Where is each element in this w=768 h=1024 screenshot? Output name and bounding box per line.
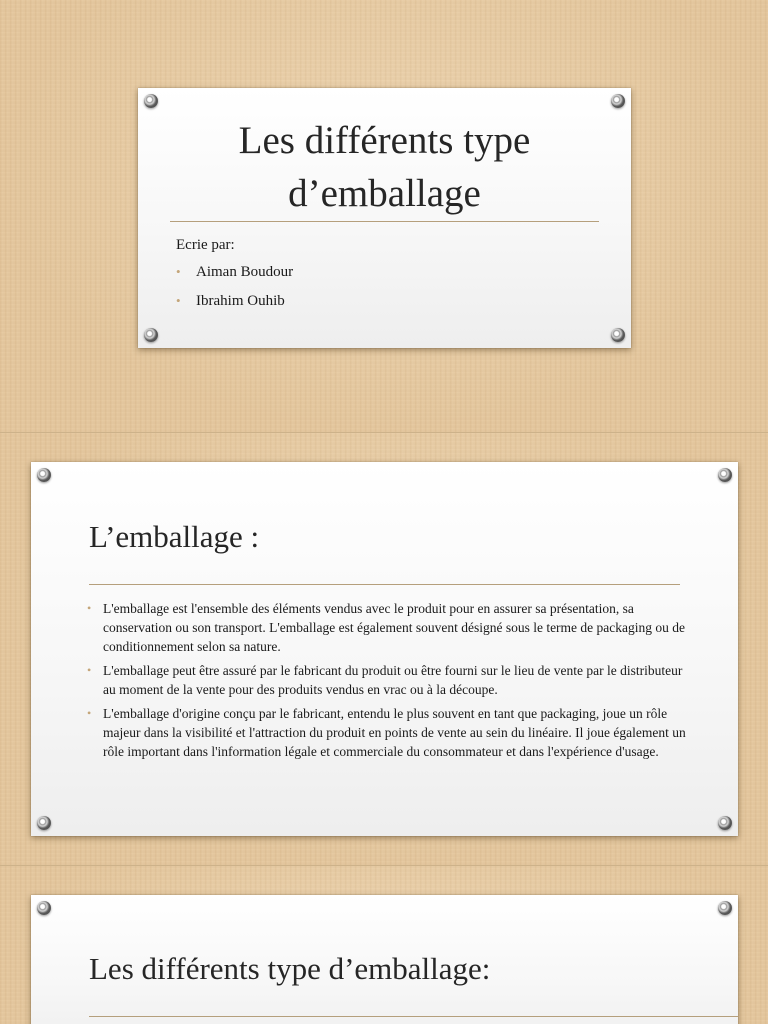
title-divider: [170, 221, 599, 222]
title-divider: [89, 1016, 738, 1017]
bullet-text: L'emballage peut être assuré par le fabricant du produit ou être fourni sur le lieu de vente par le distributeur au moment de la vente pour des produits vendus en vrac ou à la découpe.: [103, 663, 683, 697]
slide-1-title-line-2: d’emballage: [288, 172, 481, 215]
bullet-list: [87, 599, 687, 766]
pin-icon: [718, 816, 732, 830]
bullet-text: L'emballage d'origine conçu par le fabricant, entendu le plus souvent en tant que packaging, joue un rôle majeur dans la visibilité et l'attraction du produit en points de vente au sein du linéaire. Il joue également un rôle important dans l'information légale et commerciale du consommateur et dans l'expérience d'usage.: [103, 706, 686, 759]
slide-1-card: [138, 88, 631, 348]
bullet-text: L'emballage est l'ensemble des éléments vendus avec le produit pour en assurer sa présentation, sa conservation ou son transport. L'emballage est également souvent désigné sous le terme de packaging ou de conditionnement selon sa nature.: [103, 601, 686, 654]
bullet-icon: •: [176, 293, 181, 308]
author-name: Aiman Boudour: [196, 264, 294, 280]
pin-icon: [718, 901, 732, 915]
byline: Ecrie par:: [176, 237, 235, 253]
slide-1-title-line-1: Les différents type: [238, 119, 531, 162]
list-item: [87, 704, 687, 761]
pin-icon: [611, 94, 625, 108]
list-item: [87, 599, 687, 656]
bullet-icon: •: [176, 264, 181, 279]
title-divider: [89, 584, 680, 585]
list-item: [176, 292, 293, 310]
author-name: Ibrahim Ouhib: [196, 293, 285, 309]
slide-1-title: [138, 114, 631, 220]
bullet-icon: •: [87, 663, 92, 677]
pin-icon: [37, 468, 51, 482]
pin-icon: [611, 328, 625, 342]
slide-3-card: [31, 895, 738, 1024]
author-list: [176, 263, 293, 321]
slide-2-title: L’emballage :: [89, 519, 260, 554]
pin-icon: [37, 901, 51, 915]
list-item: [176, 263, 293, 281]
bullet-icon: •: [87, 706, 92, 720]
list-item: [87, 661, 687, 699]
pin-icon: [144, 328, 158, 342]
slide-3-title: Les différents type d’emballage:: [89, 951, 491, 986]
pin-icon: [37, 816, 51, 830]
pin-icon: [718, 468, 732, 482]
pin-icon: [144, 94, 158, 108]
bullet-icon: •: [87, 601, 92, 615]
slide-2-card: [31, 462, 738, 836]
